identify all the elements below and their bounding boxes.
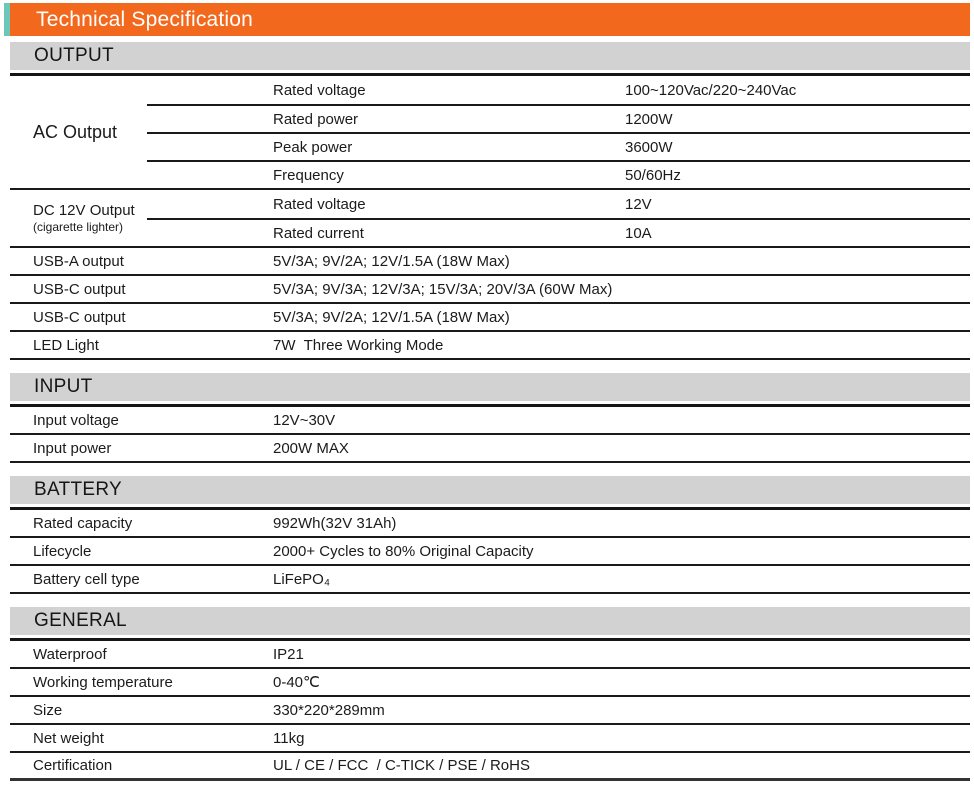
group-label: AC Output [33, 121, 118, 142]
spec-name: Rated power [273, 110, 359, 128]
spec-name: Rated voltage [273, 195, 366, 213]
spec-row-waterproof [10, 641, 970, 669]
group-subrows [147, 190, 970, 246]
section-general [10, 607, 970, 781]
group-label: DC 12V Output [33, 202, 135, 219]
spec-value: 5V/3A; 9V/2A; 12V/1.5A (18W Max) [273, 252, 510, 270]
section-output [10, 42, 970, 360]
spec-table-battery [10, 507, 970, 594]
spec-value: 5V/3A; 9V/2A; 12V/1.5A (18W Max) [273, 308, 510, 326]
group-sublabel: (cigarette lighter) [33, 220, 124, 234]
spec-group-ac-output [10, 76, 970, 190]
spec-value: LiFePO₄ [273, 570, 330, 588]
teal-accent-bar [4, 3, 10, 36]
spec-value: 5V/3A; 9V/3A; 12V/3A; 15V/3A; 20V/3A (60W Max) [273, 280, 613, 298]
spec-subrow [147, 218, 970, 246]
spec-sheet [0, 3, 974, 786]
spec-name: Rated voltage [273, 81, 366, 99]
spec-label: Working temperature [33, 673, 173, 691]
spec-label: USB-A output [33, 252, 124, 270]
spec-value: 50/60Hz [625, 166, 681, 184]
spec-row-working-temperature [10, 669, 970, 697]
spec-table-output [10, 73, 970, 360]
spec-value: 2000+ Cycles to 80% Original Capacity [273, 542, 534, 560]
spec-table-input [10, 404, 970, 463]
spec-label: Input power [33, 439, 112, 457]
spec-row-net-weight [10, 725, 970, 753]
section-heading-input: INPUT [34, 376, 93, 397]
section-heading-battery: BATTERY [34, 479, 122, 500]
spec-label: Size [33, 701, 63, 719]
spec-row-rated-capacity [10, 510, 970, 538]
spec-subrow [147, 132, 970, 160]
spec-value: IP21 [273, 645, 304, 663]
title-bar [0, 3, 974, 36]
section-bar-battery [10, 476, 970, 504]
section-bar-output [10, 42, 970, 70]
group-subrows [147, 76, 970, 188]
group-label-cell [10, 76, 147, 188]
group-label-cell [10, 190, 147, 246]
spec-label: Net weight [33, 729, 104, 747]
spec-row-battery-cell-type [10, 566, 970, 594]
section-input [10, 373, 970, 463]
spec-value: 3600W [625, 138, 673, 156]
spec-value: 11kg [273, 729, 305, 747]
spec-value: 0-40℃ [273, 674, 320, 691]
spec-value: 12V [625, 195, 652, 213]
section-battery [10, 476, 970, 594]
page-title: Technical Specification [36, 7, 254, 31]
spec-row-input-power [10, 435, 970, 463]
spec-value: 200W MAX [273, 439, 349, 457]
section-bar-input [10, 373, 970, 401]
spec-value: 10A [625, 224, 652, 242]
spec-label: Rated capacity [33, 514, 133, 532]
spec-name: Peak power [273, 138, 353, 156]
spec-table-general [10, 638, 970, 781]
spec-value: UL / CE / FCC / C-TICK / PSE / RoHS [273, 757, 530, 774]
title-background [10, 3, 970, 36]
spec-value: 1200W [625, 110, 673, 128]
spec-label: USB-C output [33, 308, 126, 326]
spec-subrow [147, 76, 970, 104]
spec-value: 992Wh(32V 31Ah) [273, 514, 397, 532]
spec-row-usb-a [10, 248, 970, 276]
spec-row-led-light [10, 332, 970, 360]
spec-value: 12V~30V [273, 411, 336, 429]
section-heading-general: GENERAL [34, 610, 127, 631]
spec-name: Rated current [273, 224, 364, 242]
spec-value: 100~120Vac/220~240Vac [625, 81, 797, 99]
spec-label: Waterproof [33, 645, 107, 663]
spec-row-lifecycle [10, 538, 970, 566]
spec-subrow [147, 190, 970, 218]
spec-subrow [147, 104, 970, 132]
spec-row-usb-c1 [10, 276, 970, 304]
spec-row-certification [10, 753, 970, 781]
spec-label: Battery cell type [33, 570, 140, 588]
spec-subrow [147, 160, 970, 188]
spec-label: LED Light [33, 336, 99, 354]
spec-label: Lifecycle [33, 542, 92, 560]
spec-group-dc-output [10, 190, 970, 248]
spec-row-size [10, 697, 970, 725]
spec-row-usb-c2 [10, 304, 970, 332]
section-bar-general [10, 607, 970, 635]
spec-value: 7W Three Working Mode [273, 336, 444, 354]
spec-label: Certification [33, 757, 113, 774]
spec-label: USB-C output [33, 280, 126, 298]
spec-value: 330*220*289mm [273, 701, 385, 719]
spec-row-input-voltage [10, 407, 970, 435]
section-heading-output: OUTPUT [34, 45, 114, 66]
spec-label: Input voltage [33, 411, 119, 429]
spec-name: Frequency [273, 166, 344, 184]
